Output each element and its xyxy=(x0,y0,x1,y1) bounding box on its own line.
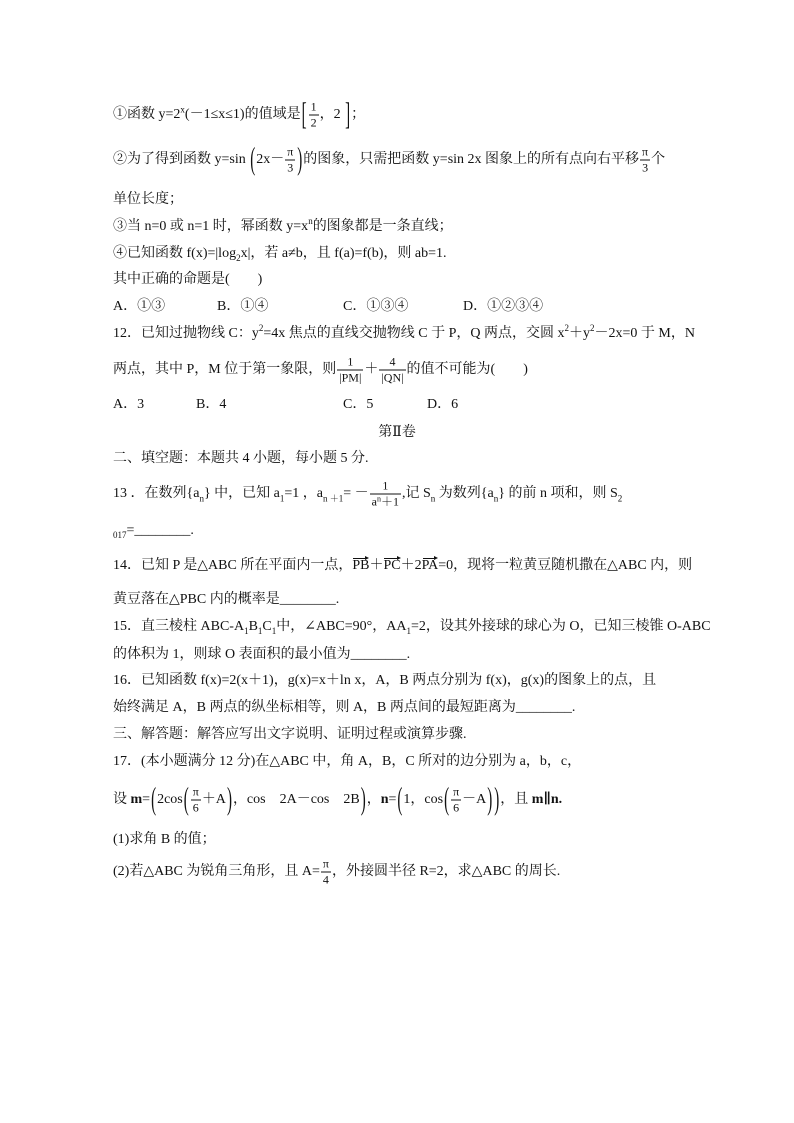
text-run: =________. xyxy=(126,523,194,538)
proposition-2 xyxy=(113,143,666,177)
question-17-vectors xyxy=(113,783,563,817)
proposition-4 xyxy=(113,244,446,264)
question-17-part-1 xyxy=(113,830,216,850)
fraction-denominator: 6 xyxy=(192,800,199,815)
superscript: n xyxy=(308,216,313,226)
fraction xyxy=(191,786,201,815)
fraction-denominator: |QN| xyxy=(381,370,404,385)
text-run: 三、解答题：解答应写出文字说明、证明过程或演算步骤. xyxy=(113,727,467,742)
big-delimiter: [ xyxy=(301,98,307,132)
bold-vector-symbol: m∥n. xyxy=(531,792,563,808)
fraction xyxy=(379,356,405,385)
text-run: 14．已知 P 是△ABC 所在平面内一点， xyxy=(113,558,353,573)
superscript: 2 xyxy=(564,323,569,333)
text-run: D．①②③④ xyxy=(463,299,544,314)
fraction-denominator: |PM| xyxy=(339,370,362,385)
question-13-continued xyxy=(113,521,194,541)
answer-section-header xyxy=(113,725,467,745)
text-run: －2x=0 于 M，N xyxy=(594,326,695,341)
text-run: ，2 xyxy=(319,107,345,123)
text-run: ＋ xyxy=(364,362,379,378)
question-14-continued xyxy=(113,590,339,610)
fraction-denominator: 3 xyxy=(642,160,649,175)
proposition-3 xyxy=(113,217,453,237)
fill-in-section-header xyxy=(113,449,369,469)
text-run: C．①③④ xyxy=(343,299,409,314)
proposition-1 xyxy=(113,98,366,132)
bold-vector-symbol: m xyxy=(130,792,143,808)
big-delimiter: ) xyxy=(297,143,303,177)
text-run: 始终满足 A，B 两点的纵坐标相等，则 A，B 两点间的最短距离为________. xyxy=(113,700,576,715)
text-run: 两点，其中 P，M 位于第一象限，则 xyxy=(113,362,337,378)
text-run: D．6 xyxy=(427,397,459,412)
fraction-numerator: 1 xyxy=(370,480,401,495)
text-run: } 的前 n 项和，则 S xyxy=(498,486,618,502)
subscript: 1 xyxy=(271,626,277,636)
superscript: 2 xyxy=(589,323,595,333)
fraction xyxy=(285,146,295,175)
fraction xyxy=(370,480,401,509)
big-delimiter: ( xyxy=(250,143,256,177)
question-11-options xyxy=(113,297,543,317)
text-run: ， xyxy=(366,792,381,808)
section-title-part-2 xyxy=(0,423,794,443)
text-run: ＋1 xyxy=(380,494,399,509)
question-17-part-2 xyxy=(113,858,560,887)
fraction xyxy=(451,786,461,815)
text-run: 其中正确的命题是( ) xyxy=(113,272,263,287)
text-run: = xyxy=(142,792,151,808)
question-17-stem xyxy=(113,752,581,772)
fraction-denominator: 4 xyxy=(322,872,329,887)
fraction xyxy=(321,858,331,887)
vector-label: PA xyxy=(421,558,439,573)
text-run: =1 ，a xyxy=(284,486,323,502)
text-run: 二、填空题：本题共 4 小题，每小题 5 分. xyxy=(113,451,369,466)
subscript: 1 xyxy=(406,626,411,636)
fraction-denominator: 2 xyxy=(310,115,317,130)
fraction-numerator: π xyxy=(642,144,649,159)
big-delimiter: ) xyxy=(226,783,232,817)
question-16-continued xyxy=(113,698,575,718)
big-delimiter: ( xyxy=(444,783,450,817)
text-run: 为数列{a xyxy=(435,486,494,502)
text-run: 2x－ xyxy=(256,152,285,168)
subscript: n xyxy=(199,493,204,504)
text-run: ，cos 2A－cos 2B xyxy=(232,792,360,808)
fraction-denominator: 3 xyxy=(287,160,294,175)
fraction-numerator: π xyxy=(322,856,329,871)
text-run: 的图象，只需把函数 y=sin 2x 图象上的所有点向右平移 xyxy=(303,152,640,168)
big-delimiter: ) xyxy=(487,783,493,817)
text-run: B．4 xyxy=(196,397,227,412)
question-12-options xyxy=(113,395,458,415)
text-run: ＋ xyxy=(369,558,384,573)
big-delimiter: ] xyxy=(345,98,351,132)
superscript: 2 xyxy=(258,323,264,333)
text-run: 单位长度； xyxy=(113,192,183,207)
text-run: a xyxy=(371,494,377,509)
bold-vector-symbol: n xyxy=(380,792,389,808)
text-run: =0，现将一粒黄豆随机撒在△ABC 内，则 xyxy=(438,558,693,573)
question-14 xyxy=(113,556,692,576)
text-run: 1，cos xyxy=(403,792,444,808)
text-run: 设 xyxy=(113,792,131,808)
text-run: (2)若△ABC 为锐角三角形，且 A= xyxy=(113,864,320,880)
subscript: 1 xyxy=(279,493,285,504)
text-run: ＋2 xyxy=(400,558,422,573)
fraction-numerator: 4 xyxy=(379,356,405,371)
text-run: B xyxy=(248,619,258,634)
big-delimiter: ( xyxy=(183,783,189,817)
fraction-numerator: 1 xyxy=(310,99,317,114)
text-run: 16．已知函数 f(x)=2(x＋1)，g(x)=x＋ln x，A，B 两点分别为 f(x)，g(x)的图象上的点，且 xyxy=(113,673,657,688)
text-run: －A xyxy=(462,792,487,808)
text-run: =4x 焦点的直线交抛物线 C 于 P，Q 两点，交圆 x xyxy=(263,326,565,341)
subscript: 017 xyxy=(113,530,127,540)
text-run: = xyxy=(388,792,397,808)
vector-label: PB xyxy=(352,558,370,573)
text-run: 的图象都是一条直线； xyxy=(312,219,453,234)
subscript: n xyxy=(493,493,499,504)
fraction-denominator: 6 xyxy=(453,800,460,815)
text-run: A．3 xyxy=(113,397,145,412)
text-run: (－1≤x≤1)的值域是 xyxy=(184,107,301,123)
text-run: 中，∠ABC=90°，AA xyxy=(276,619,407,634)
fraction xyxy=(309,101,319,130)
text-run: } 中，已知 a xyxy=(203,486,280,502)
fraction xyxy=(640,146,650,175)
fraction-numerator: π xyxy=(453,784,460,799)
text-run: ③当 n=0 或 n=1 时，幂函数 y=x xyxy=(113,219,309,234)
text-run: 15．直三棱柱 ABC-A xyxy=(113,619,245,634)
big-delimiter: ( xyxy=(151,783,157,817)
question-12-stem xyxy=(113,324,695,344)
text-run: x|，若 a≠b，且 f(a)=f(b)，则 ab=1. xyxy=(240,246,447,261)
question-15 xyxy=(113,617,711,637)
text-run: C xyxy=(262,619,272,634)
text-run: 第Ⅱ卷 xyxy=(378,425,416,440)
text-run: 黄豆落在△PBC 内的概率是________. xyxy=(113,592,340,607)
big-delimiter: ) xyxy=(360,783,366,817)
superscript: n xyxy=(376,494,381,504)
text-run: ，外接圆半径 R=2，求△ABC 的周长. xyxy=(331,864,561,880)
text-run: 17．(本小题满分 12 分)在△ABC 中，角 A，B，C 所对的边分别为 a，b，c， xyxy=(113,754,582,769)
big-delimiter: ) xyxy=(494,783,500,817)
fraction-numerator: π xyxy=(192,784,199,799)
proposition-2-continued xyxy=(113,190,183,210)
text-run: 个 xyxy=(651,152,666,168)
text-run: 的值不可能为( ) xyxy=(406,362,528,378)
text-run: C．5 xyxy=(343,397,374,412)
fraction-numerator: π xyxy=(287,144,294,159)
text-run: ＋y xyxy=(568,326,590,341)
subscript: n ＋1 xyxy=(322,493,344,504)
subscript: 2 xyxy=(236,253,241,263)
text-run: 13 ．在数列{a xyxy=(113,486,200,502)
superscript: x xyxy=(180,104,185,115)
text-run: 12．已知过抛物线 C：y xyxy=(113,326,259,341)
text-run: ②为了得到函数 y=sin xyxy=(113,152,250,168)
question-12-stem-continued xyxy=(113,356,528,385)
question-13 xyxy=(113,480,622,509)
fraction-denominator xyxy=(370,495,401,509)
text-run: ＋A xyxy=(201,792,226,808)
text-run: =2，设其外接球的球心为 O，已知三棱锥 O-ABC xyxy=(410,619,711,634)
text-run: (1)求角 B 的值； xyxy=(113,832,216,847)
text-run: 2cos xyxy=(157,792,183,808)
subscript: n xyxy=(430,493,436,504)
question-11-prompt xyxy=(113,270,262,290)
text-run: ； xyxy=(351,107,366,123)
subscript: 1 xyxy=(244,626,249,636)
text-run: ④已知函数 f(x)=|log xyxy=(113,246,237,261)
text-run: ，且 xyxy=(500,792,532,808)
fraction-numerator: 1 xyxy=(337,356,363,371)
text-run: 的体积为 1，则球 O 表面积的最小值为________. xyxy=(113,647,411,662)
text-run: A．①③ xyxy=(113,299,166,314)
big-delimiter: ( xyxy=(397,783,403,817)
subscript: 1 xyxy=(257,626,263,636)
text-run: ①函数 y=2 xyxy=(113,107,181,123)
question-16 xyxy=(113,671,656,691)
vector-label: PC xyxy=(383,558,401,573)
fraction xyxy=(337,356,363,385)
question-15-continued xyxy=(113,645,410,665)
text-run: B．①④ xyxy=(217,299,269,314)
text-run: ,记 S xyxy=(402,486,431,502)
subscript: 2 xyxy=(617,493,623,504)
text-run: = － xyxy=(343,486,369,502)
